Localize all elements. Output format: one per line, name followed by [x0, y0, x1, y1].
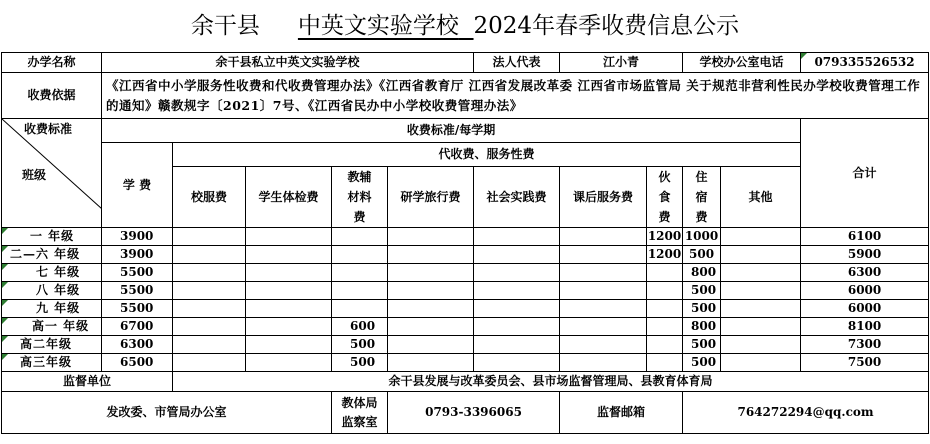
- supervision-contact-row: [2, 392, 929, 434]
- page-title: [0, 8, 930, 44]
- row-tuition: 3900: [102, 246, 173, 264]
- row-tuition: 6700: [102, 318, 173, 336]
- row-study-trip: [388, 264, 474, 282]
- row-materials: [332, 300, 388, 318]
- row-tuition: 5500: [102, 264, 173, 282]
- row-grade: 高一 年级: [2, 318, 102, 336]
- row-checkup: [246, 354, 332, 372]
- office-phone-label: 学校办公室电话: [683, 53, 801, 73]
- row-uniform: [173, 228, 246, 246]
- basis-label: 收费依据: [2, 73, 102, 119]
- row-after-school: [560, 264, 647, 282]
- row-checkup: [246, 264, 332, 282]
- row-after-school: [560, 246, 647, 264]
- row-total: 6300: [801, 264, 929, 282]
- row-checkup: [246, 228, 332, 246]
- row-checkup: [246, 282, 332, 300]
- basis-text: 《江西省中小学服务性收费和代收费管理办法》《江西省教育厅 江西省发展改革委 江西省市场监管局 关于规范非营利性民办学校收费管理工作的通知》赣教规字〔2021〕7号、《江西省民办中小学校收费管理办法》: [102, 73, 929, 119]
- row-uniform: [173, 318, 246, 336]
- row-grade: 高三年级: [2, 354, 102, 372]
- table-row: [2, 354, 929, 372]
- legal-rep-label: 法人代表: [474, 53, 560, 73]
- title-school: 中英文实验学校: [297, 13, 459, 39]
- header-row-1: [2, 119, 929, 143]
- row-grade: 一 年级: [2, 228, 102, 246]
- col-practice: 社会实践费: [474, 167, 560, 228]
- row-meals: [647, 354, 683, 372]
- row-tuition: 6300: [102, 336, 173, 354]
- row-after-school: [560, 228, 647, 246]
- row-other: [721, 336, 801, 354]
- row-other: [721, 228, 801, 246]
- table-row: [2, 300, 929, 318]
- row-checkup: [246, 300, 332, 318]
- row-grade: 二—六 年级: [2, 246, 102, 264]
- table-row: [2, 264, 929, 282]
- row-meals: [647, 264, 683, 282]
- row-grade: 八 年级: [2, 282, 102, 300]
- row-uniform: [173, 300, 246, 318]
- row-materials: [332, 228, 388, 246]
- col-other: 其他: [721, 167, 801, 228]
- col-lodging: 住宿费: [683, 167, 721, 228]
- col-study-trip: 研学旅行费: [388, 167, 474, 228]
- school-name: 余干县私立中英文实验学校: [102, 53, 474, 73]
- row-lodging: 500: [683, 354, 721, 372]
- table-row: [2, 336, 929, 354]
- row-uniform: [173, 336, 246, 354]
- school-name-label: 办学名称: [2, 53, 102, 73]
- grade-label: 班级: [22, 168, 47, 182]
- row-grade: 七 年级: [2, 264, 102, 282]
- table-row: [2, 246, 929, 264]
- supervision-unit-label: 监督单位: [2, 372, 173, 392]
- row-other: [721, 264, 801, 282]
- row-study-trip: [388, 228, 474, 246]
- row-meals: [647, 282, 683, 300]
- info-row: [2, 53, 929, 73]
- row-uniform: [173, 282, 246, 300]
- col-materials: 教辅材料费: [332, 167, 388, 228]
- legal-rep: 江小青: [560, 53, 683, 73]
- col-meals: 伙食费: [647, 167, 683, 228]
- row-uniform: [173, 246, 246, 264]
- row-lodging: 500: [683, 246, 721, 264]
- row-tuition: 6500: [102, 354, 173, 372]
- row-uniform: [173, 264, 246, 282]
- row-tuition: 5500: [102, 300, 173, 318]
- row-checkup: [246, 246, 332, 264]
- fee-table: [1, 52, 929, 434]
- table-row: [2, 318, 929, 336]
- per-term-header: 收费标准/每学期: [102, 119, 801, 143]
- row-after-school: [560, 318, 647, 336]
- row-after-school: [560, 336, 647, 354]
- row-study-trip: [388, 318, 474, 336]
- row-checkup: [246, 318, 332, 336]
- title-rest: 2024年春季收费信息公示: [473, 13, 740, 39]
- row-total: 6100: [801, 228, 929, 246]
- row-lodging: 500: [683, 300, 721, 318]
- row-practice: [474, 282, 560, 300]
- row-other: [721, 246, 801, 264]
- row-practice: [474, 318, 560, 336]
- supervision-email: 764272294@qq.com: [683, 392, 929, 434]
- col-after-school: 课后服务费: [560, 167, 647, 228]
- office-phone: 079335526532: [801, 53, 929, 73]
- table-row: [2, 228, 929, 246]
- row-total: 8100: [801, 318, 929, 336]
- header-row-2: [2, 143, 929, 167]
- row-practice: [474, 300, 560, 318]
- row-other: [721, 300, 801, 318]
- row-study-trip: [388, 246, 474, 264]
- row-practice: [474, 246, 560, 264]
- row-meals: 1200: [647, 228, 683, 246]
- title-county: 余干县: [190, 13, 260, 39]
- row-materials: [332, 282, 388, 300]
- row-study-trip: [388, 336, 474, 354]
- row-other: [721, 282, 801, 300]
- row-meals: [647, 318, 683, 336]
- row-checkup: [246, 336, 332, 354]
- row-meals: [647, 336, 683, 354]
- row-materials: [332, 246, 388, 264]
- row-after-school: [560, 282, 647, 300]
- standard-label: 收费标准: [24, 122, 73, 136]
- row-study-trip: [388, 282, 474, 300]
- row-uniform: [173, 354, 246, 372]
- row-other: [721, 354, 801, 372]
- row-total: 5900: [801, 246, 929, 264]
- row-study-trip: [388, 354, 474, 372]
- row-practice: [474, 228, 560, 246]
- supervision-office: 发改委、市管局办公室: [2, 392, 332, 434]
- supervision-unit-row: [2, 372, 929, 392]
- row-lodging: 500: [683, 336, 721, 354]
- total-header: 合计: [801, 119, 929, 228]
- row-total: 6000: [801, 300, 929, 318]
- row-materials: 500: [332, 336, 388, 354]
- row-other: [721, 318, 801, 336]
- row-practice: [474, 264, 560, 282]
- row-after-school: [560, 300, 647, 318]
- row-meals: 1200: [647, 246, 683, 264]
- row-materials: 600: [332, 318, 388, 336]
- supervision-phone: 0793-3396065: [388, 392, 560, 434]
- row-total: 7500: [801, 354, 929, 372]
- row-total: 6000: [801, 282, 929, 300]
- row-practice: [474, 354, 560, 372]
- basis-row: [2, 73, 929, 119]
- row-lodging: 500: [683, 282, 721, 300]
- row-grade: 九 年级: [2, 300, 102, 318]
- tuition-header: 学 费: [102, 143, 173, 228]
- row-total: 7300: [801, 336, 929, 354]
- edu-bureau-office: 教体局监察室: [332, 392, 388, 434]
- col-checkup: 学生体检费: [246, 167, 332, 228]
- row-tuition: 5500: [102, 282, 173, 300]
- supervision-mailbox-label: 监督邮箱: [560, 392, 683, 434]
- row-meals: [647, 300, 683, 318]
- row-materials: [332, 264, 388, 282]
- row-lodging: 800: [683, 318, 721, 336]
- row-tuition: 3900: [102, 228, 173, 246]
- row-grade: 高二年级: [2, 336, 102, 354]
- row-study-trip: [388, 300, 474, 318]
- agency-fees-header: 代收费、服务性费: [173, 143, 801, 167]
- col-uniform: 校服费: [173, 167, 246, 228]
- supervision-unit: 余干县发展与改革委员会、县市场监督管理局、县教育体育局: [173, 372, 929, 392]
- row-after-school: [560, 354, 647, 372]
- row-lodging: 800: [683, 264, 721, 282]
- row-practice: [474, 336, 560, 354]
- row-lodging: 1000: [683, 228, 721, 246]
- table-row: [2, 282, 929, 300]
- row-materials: 500: [332, 354, 388, 372]
- diagonal-header-cell: [2, 119, 102, 228]
